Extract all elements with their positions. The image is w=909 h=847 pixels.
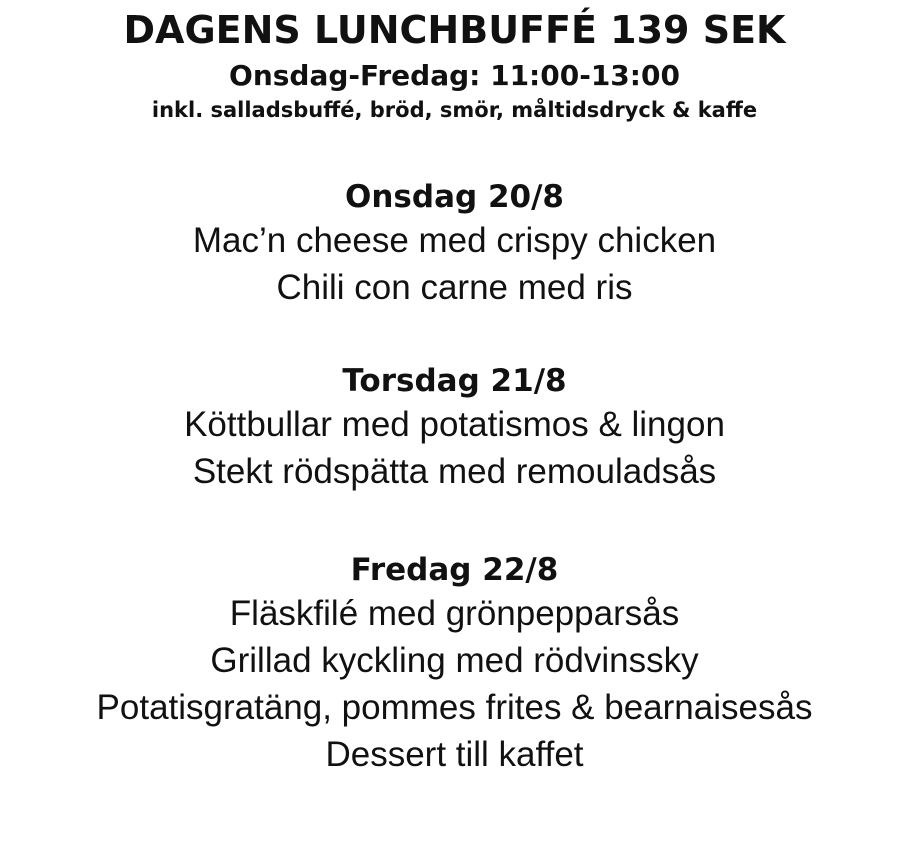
opening-hours: Onsdag-Fredag: 11:00-13:00 <box>229 59 680 92</box>
dish-item: Potatisgratäng, pommes frites & bearnaisesås <box>96 688 813 727</box>
dish-item: Stekt rödspätta med remouladsås <box>192 452 717 491</box>
dish-item: Mac’n cheese med crispy chicken <box>192 221 717 260</box>
menu-title: DAGENS LUNCHBUFFÉ 139 SEK <box>123 8 786 52</box>
dish-item: Dessert till kaffet <box>325 735 584 774</box>
day-friday <box>0 550 909 778</box>
dish-item: Köttbullar med potatismos & lingon <box>184 405 725 444</box>
day-wednesday <box>0 177 909 311</box>
dish-item: Chili con carne med ris <box>276 268 633 307</box>
day-heading-wednesday: Onsdag 20/8 <box>345 179 564 215</box>
dish-item: Fläskfilé med grönpepparsås <box>229 594 680 633</box>
day-thursday <box>0 361 909 495</box>
day-heading-friday: Fredag 22/8 <box>350 552 559 588</box>
dish-item: Grillad kyckling med rödvinssky <box>210 641 699 680</box>
day-heading-thursday: Torsdag 21/8 <box>342 363 567 399</box>
buffet-includes: inkl. salladsbuffé, bröd, smör, måltidsdryck & kaffe <box>151 98 758 122</box>
